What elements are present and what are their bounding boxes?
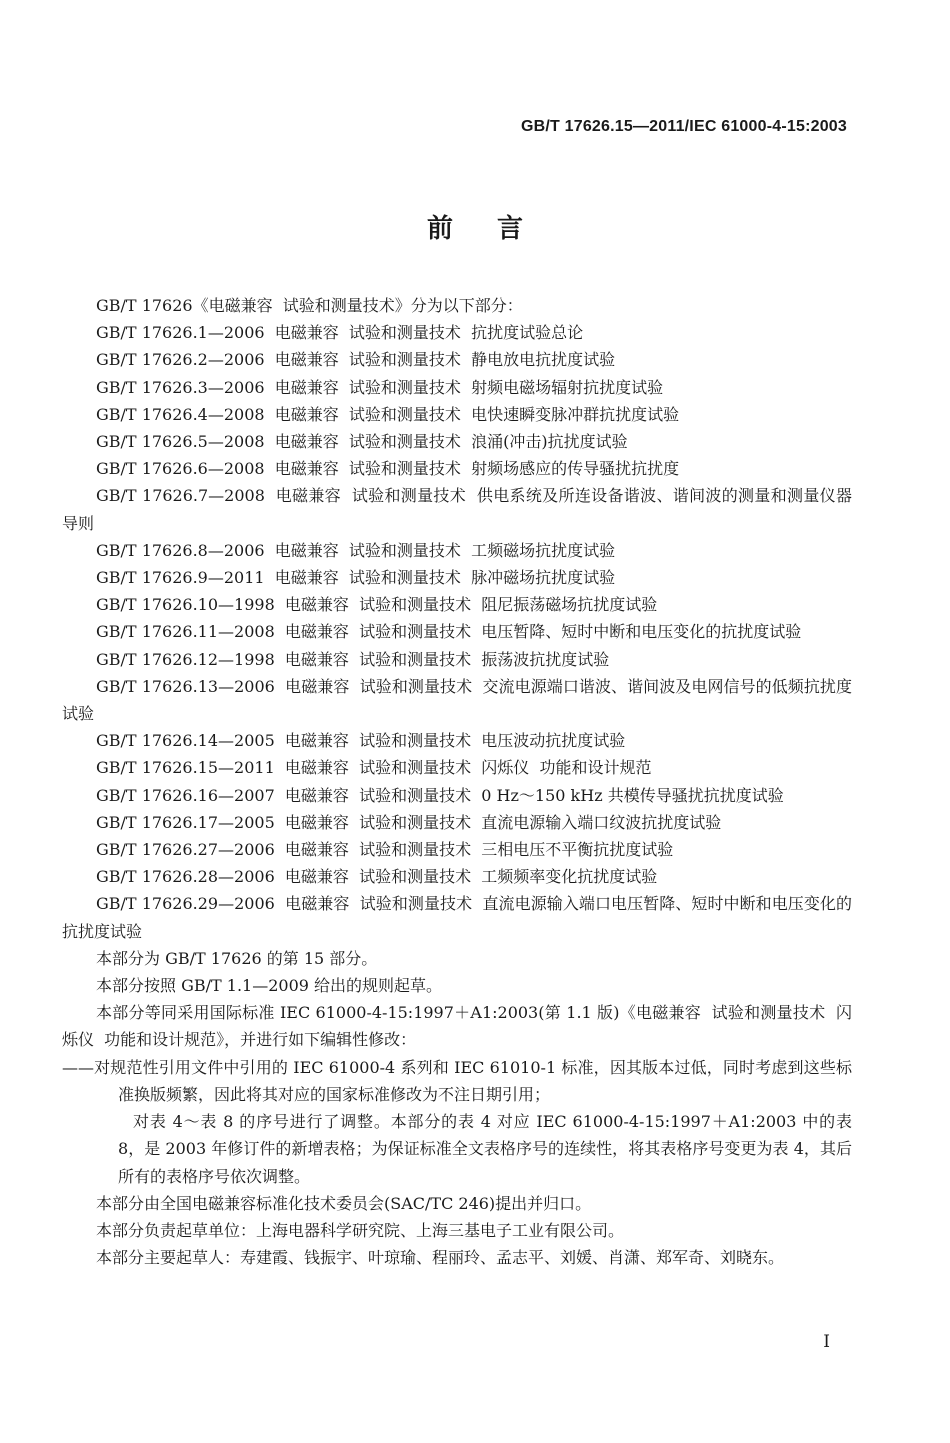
part-item: GB/T 17626.4—2008 电磁兼容 试验和测量技术 电快速瞬变脉冲群抗扰度试验 [96,404,680,424]
modification-item: ——对规范性引用文件中引用的 IEC 61000-4 系列和 IEC 61010-1 标准，因其版本过低，同时考虑到这些标准换版频繁，因此将其对应的国家标准修改为不注日期引用； [62,1057,852,1104]
part-item: GB/T 17626.2—2006 电磁兼容 试验和测量技术 静电放电抗扰度试验 [96,350,616,370]
paragraph: 本部分等同采用国际标准 IEC 61000-4-15:1997＋A1:2003(第 1.1 版)《电磁兼容 试验和测量技术 闪烁仪 功能和设计规范》，并进行如下编辑性修改： [62,1003,852,1050]
part-item: GB/T 17626.28—2006 电磁兼容 试验和测量技术 工频频率变化抗扰度试验 [96,867,658,887]
foreword-body [62,292,852,1271]
part-item: GB/T 17626.17—2005 电磁兼容 试验和测量技术 直流电源输入端口纹波抗扰度试验 [96,812,722,832]
part-item: GB/T 17626.5—2008 电磁兼容 试验和测量技术 浪涌(冲击)抗扰度试验 [96,432,628,452]
paragraph: 本部分按照 GB/T 1.1—2009 给出的规则起草。 [96,976,443,996]
part-item: GB/T 17626.12—1998 电磁兼容 试验和测量技术 振荡波抗扰度试验 [96,649,610,669]
part-item: GB/T 17626.27—2006 电磁兼容 试验和测量技术 三相电压不平衡抗扰度试验 [96,840,674,860]
part-item: GB/T 17626.13—2006 电磁兼容 试验和测量技术 交流电源端口谐波、谐间波及电网信号的低频抗扰度试验 [62,676,852,724]
part-item: GB/T 17626.11—2008 电磁兼容 试验和测量技术 电压暂降、短时中断和电压变化的抗扰度试验 [96,622,802,642]
paragraph-intro: GB/T 17626《电磁兼容 试验和测量技术》分为以下部分： [96,296,523,315]
part-item: GB/T 17626.3—2006 电磁兼容 试验和测量技术 射频电磁场辐射抗扰度试验 [96,377,664,397]
paragraph: 本部分由全国电磁兼容标准化技术委员会(SAC/TC 246)提出并归口。 [96,1193,592,1213]
part-item: GB/T 17626.7—2008 电磁兼容 试验和测量技术 供电系统及所连设备谐波、谐间波的测量和测量仪器导则 [62,486,852,533]
part-item: GB/T 17626.16—2007 电磁兼容 试验和测量技术 0 Hz～150 kHz 共模传导骚扰抗扰度试验 [96,785,784,805]
paragraph: 本部分为 GB/T 17626 的第 15 部分。 [96,948,378,968]
page-number: I [823,1332,830,1352]
modification-item: 对表 4～表 8 的序号进行了调整。本部分的表 4 对应 IEC 61000-4-15:1997＋A1:2003 中的表 8，是 2003 年修订件的新增表格；为保证标准全文表格序号的连续性，将其表格序号变更为表 4，其后所有的表格序号依次调整。 [118,1112,852,1186]
paragraph: 本部分负责起草单位：上海电器科学研究院、上海三基电子工业有限公司。 [96,1220,625,1240]
part-item: GB/T 17626.15—2011 电磁兼容 试验和测量技术 闪烁仪 功能和设计规范 [96,758,652,778]
part-item: GB/T 17626.9—2011 电磁兼容 试验和测量技术 脉冲磁场抗扰度试验 [96,568,616,588]
part-item: GB/T 17626.29—2006 电磁兼容 试验和测量技术 直流电源输入端口电压暂降、短时中断和电压变化的抗扰度试验 [62,894,852,941]
part-item: GB/T 17626.14—2005 电磁兼容 试验和测量技术 电压波动抗扰度试验 [96,731,626,751]
part-item: GB/T 17626.10—1998 电磁兼容 试验和测量技术 阻尼振荡磁场抗扰度试验 [96,595,658,615]
part-item: GB/T 17626.1—2006 电磁兼容 试验和测量技术 抗扰度试验总论 [96,323,584,343]
part-item: GB/T 17626.6—2008 电磁兼容 试验和测量技术 射频场感应的传导骚扰抗扰度 [96,459,680,479]
page-title: 前言 [426,214,567,244]
part-item: GB/T 17626.8—2006 电磁兼容 试验和测量技术 工频磁场抗扰度试验 [96,540,616,560]
paragraph: 本部分主要起草人：寿建霞、钱振宇、叶琼瑜、程丽玲、孟志平、刘媛、肖潇、郑军奇、刘晓东。 [96,1248,785,1268]
standard-code: GB/T 17626.15—2011/IEC 61000-4-15:2003 [520,118,847,135]
